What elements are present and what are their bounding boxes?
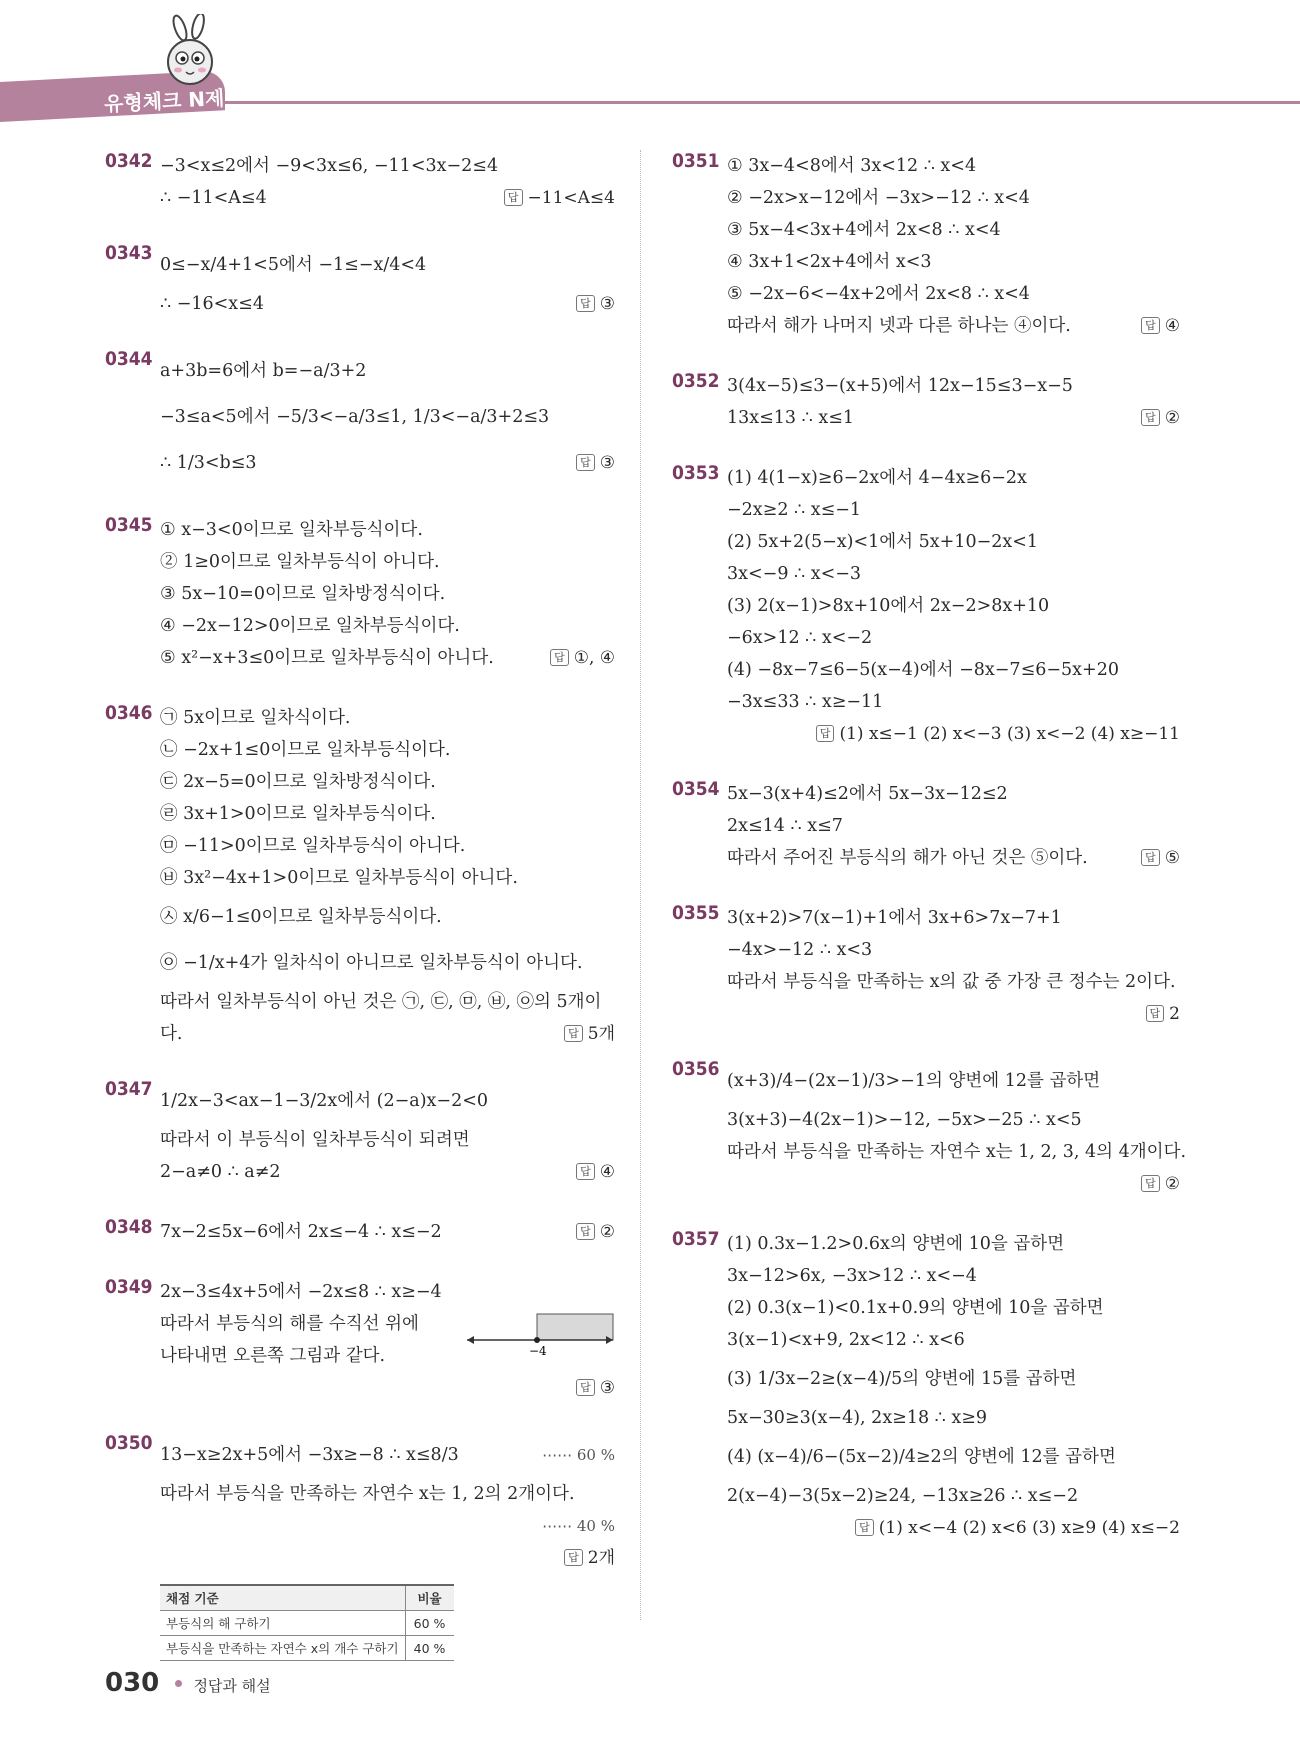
table-cell: 부등식을 만족하는 자연수 x의 개수 구하기: [160, 1636, 405, 1661]
solution-body: [160, 242, 615, 320]
problem-number: 0349: [105, 1276, 153, 1298]
solution-text: ④ 3x+1<2x+4에서 x<3: [727, 252, 932, 272]
solution-text: 나타내면 오른쪽 그림과 같다.: [160, 1346, 386, 1366]
solution-line: [727, 558, 1180, 590]
solution-text: 3x<−9 ∴ x<−3: [727, 564, 862, 584]
solution-line: [160, 734, 615, 766]
answer: [1141, 842, 1180, 874]
solution-line: [727, 590, 1180, 622]
solution-text: ① x−3<0이므로 일차부등식이다.: [160, 520, 423, 540]
table-header: 비율: [405, 1585, 454, 1611]
problem-0352: [672, 370, 1180, 434]
solution-line: [727, 902, 1180, 934]
answer: [855, 1512, 1180, 1544]
solution-line: [160, 1542, 615, 1574]
solution-text: ㉢ 2x−5=0이므로 일차방정식이다.: [160, 772, 436, 792]
answer-mark-icon: 답: [855, 1519, 874, 1536]
answer-mark-icon: 답: [576, 1163, 595, 1180]
solution-text: ③ 5x−4<3x+4에서 2x<8 ∴ x<4: [727, 220, 1001, 240]
solution-body: [160, 150, 615, 214]
answer-value: ②: [599, 1222, 615, 1242]
solution-line: [727, 1324, 1180, 1356]
problem-number: 0347: [105, 1078, 153, 1100]
problem-number: 0355: [672, 902, 720, 924]
solution-line: [160, 862, 615, 894]
problem-0345: [105, 514, 615, 674]
solution-text: ㉥ 3x²−4x+1>0이므로 일차부등식이 아니다.: [160, 868, 518, 888]
solution-body: [727, 1058, 1187, 1200]
problem-number: 0356: [672, 1058, 720, 1080]
solution-text: 0≤−x/4+1<5에서 −1≤−x/4<4: [160, 255, 427, 275]
answer-value: ③: [599, 453, 615, 473]
answer-mark-icon: 답: [1141, 409, 1160, 426]
solution-body: [727, 1228, 1180, 1544]
column-divider: [640, 150, 641, 1620]
answer: [1141, 310, 1180, 342]
solution-text: (4) (x−4)/6−(5x−2)/4≥2의 양변에 12를 곱하면: [727, 1447, 1116, 1467]
answer-value: (1) x<−4 (2) x<6 (3) x≥9 (4) x≤−2: [878, 1518, 1180, 1538]
answer-value: 2: [1169, 1004, 1180, 1024]
solution-text: (x+3)/4−(2x−1)/3>−1의 양변에 12를 곱하면: [727, 1071, 1101, 1091]
solution-line: [160, 440, 615, 486]
solution-line: [160, 578, 615, 610]
answer-value: 5개: [587, 1024, 615, 1044]
answer-value: ②: [1164, 1174, 1180, 1194]
header-rule: [150, 101, 1300, 104]
problem-number: 0348: [105, 1216, 153, 1238]
solution-text: 2x−3≤4x+5에서 −2x≤8 ∴ x≥−4: [160, 1282, 442, 1302]
solution-line: [727, 1292, 1180, 1324]
solution-line: [160, 242, 615, 288]
solution-text: −3x≤33 ∴ x≥−11: [727, 692, 884, 712]
answer-mark-icon: 답: [1141, 1175, 1160, 1192]
problem-0343: [105, 242, 615, 320]
solution-line: [727, 1168, 1180, 1200]
solution-text: ⑤ x²−x+3≤0이므로 일차부등식이 아니다.: [160, 648, 494, 668]
solution-line: [727, 966, 1180, 998]
solution-text: ∴ 1/3<b≤3: [160, 453, 257, 473]
answer-value: ②: [1164, 408, 1180, 428]
table-cell: 40 %: [405, 1636, 454, 1661]
solution-line: [727, 494, 1180, 526]
answer-value: ④: [1164, 316, 1180, 336]
solution-body: [727, 462, 1180, 750]
problem-number: 0352: [672, 370, 720, 392]
solution-text: 따라서 주어진 부등식의 해가 아닌 것은 ⑤이다.: [727, 848, 1088, 868]
solution-line: [160, 610, 615, 642]
solution-line: [160, 1510, 615, 1542]
solution-body: [160, 348, 615, 486]
solution-body: [160, 514, 615, 674]
answer: [576, 1156, 615, 1188]
solution-line: [727, 182, 1180, 214]
solution-text: (4) −8x−7≤6−5(x−4)에서 −8x−7≤6−5x+20: [727, 660, 1119, 680]
solution-text: ② 1≥0이므로 일차부등식이 아니다.: [160, 552, 440, 572]
answer: [1141, 1168, 1180, 1200]
solution-text: 5x−30≥3(x−4), 2x≥18 ∴ x≥9: [727, 1408, 988, 1428]
solution-line: [727, 1058, 1180, 1104]
solution-text: 다.: [160, 1024, 183, 1044]
table-row: [160, 1636, 454, 1661]
solution-line: [727, 1434, 1180, 1480]
solution-line: [160, 894, 615, 940]
problem-0347: [105, 1078, 615, 1188]
problem-number: 0343: [105, 242, 153, 264]
solution-text: 7x−2≤5x−6에서 2x≤−4 ∴ x≤−2: [160, 1222, 442, 1242]
problem-0346: [105, 702, 615, 1050]
answer-mark-icon: 답: [1141, 849, 1160, 866]
solution-text: ① 3x−4<8에서 3x<12 ∴ x<4: [727, 156, 977, 176]
solution-text: −4x>−12 ∴ x<3: [727, 940, 873, 960]
table-row: [160, 1611, 454, 1636]
solution-line: [160, 642, 615, 674]
solution-text: 따라서 부등식을 만족하는 자연수 x는 1, 2, 3, 4의 4개이다.: [727, 1142, 1187, 1162]
answer: [550, 642, 615, 674]
answer: [1141, 402, 1180, 434]
solution-line: [160, 546, 615, 578]
problem-0354: [672, 778, 1180, 874]
solution-line: [727, 526, 1180, 558]
solution-text: 5x−3(x+4)≤2에서 5x−3x−12≤2: [727, 784, 1008, 804]
number-line-figure: [465, 1310, 615, 1356]
solution-body: [727, 902, 1180, 1030]
answer: [564, 1018, 615, 1050]
solution-text: ㉤ −11>0이므로 일차부등식이 아니다.: [160, 836, 466, 856]
solution-text: 3(x−1)<x+9, 2x<12 ∴ x<6: [727, 1330, 965, 1350]
answer-value: −11<A≤4: [527, 188, 615, 208]
solution-line: [160, 1372, 615, 1404]
problem-0357: [672, 1228, 1180, 1544]
solution-text: (3) 2(x−1)>8x+10에서 2x−2>8x+10: [727, 596, 1050, 616]
solution-line: [160, 1478, 615, 1510]
solution-line: [727, 1480, 1180, 1512]
answer-value: (1) x≤−1 (2) x<−3 (3) x<−2 (4) x≥−11: [839, 724, 1180, 744]
solution-text: 따라서 이 부등식이 일차부등식이 되려면: [160, 1130, 470, 1150]
scoring-table: [160, 1584, 454, 1661]
solution-text: 2−a≠0 ∴ a≠2: [160, 1162, 281, 1182]
problem-0348: [105, 1216, 615, 1248]
solution-line: [727, 214, 1180, 246]
solution-text: ⑤ −2x−6<−4x+2에서 2x<8 ∴ x<4: [727, 284, 1030, 304]
answer: [576, 1216, 615, 1248]
solution-text: ㉡ −2x+1≤0이므로 일차부등식이다.: [160, 740, 451, 760]
footer-label: 정답과 해설: [193, 1677, 271, 1695]
solution-line: [160, 766, 615, 798]
solution-text: ㉣ 3x+1>0이므로 일차부등식이다.: [160, 804, 436, 824]
solution-text: ㉧ −1/x+4가 일차식이 아니므로 일차부등식이 아니다.: [160, 953, 583, 973]
solution-text: (1) 0.3x−1.2>0.6x의 양변에 10을 곱하면: [727, 1234, 1065, 1254]
answer-value: ⑤: [1164, 848, 1180, 868]
answer: [504, 182, 615, 214]
solution-line: [727, 810, 1180, 842]
problem-number: 0357: [672, 1228, 720, 1250]
answer: [576, 440, 615, 486]
solution-text: 따라서 일차부등식이 아닌 것은 ㉠, ㉢, ㉤, ㉥, ㉧의 5개이: [160, 992, 602, 1012]
solution-text: (3) 1/3x−2≥(x−4)/5의 양변에 15를 곱하면: [727, 1369, 1077, 1389]
answer-value: ③: [599, 294, 615, 314]
solution-text: 3(x+3)−4(2x−1)>−12, −5x>−25 ∴ x<5: [727, 1110, 1082, 1130]
solution-text: ④ −2x−12>0이므로 일차부등식이다.: [160, 616, 460, 636]
solution-line: [727, 150, 1180, 182]
answer-value: ③: [599, 1378, 615, 1398]
answer: [1146, 998, 1180, 1030]
solution-line: [160, 702, 615, 734]
solution-text: 따라서 부등식을 만족하는 x의 값 중 가장 큰 정수는 2이다.: [727, 972, 1176, 992]
left-arrow-icon: [467, 1336, 474, 1344]
problem-number: 0346: [105, 702, 153, 724]
solution-line: [727, 778, 1180, 810]
solution-text: ∴ −16<x≤4: [160, 294, 264, 314]
solution-text: (1) 4(1−x)≥6−2x에서 4−4x≥6−2x: [727, 468, 1027, 488]
problem-0342: [105, 150, 615, 214]
score-percent: ⋯⋯ 60 %: [542, 1446, 615, 1464]
answer: [576, 288, 615, 320]
solution-text: ③ 5x−10=0이므로 일차방정식이다.: [160, 584, 446, 604]
solution-text: 3(4x−5)≤3−(x+5)에서 12x−15≤3−x−5: [727, 376, 1073, 396]
problem-number: 0351: [672, 150, 720, 172]
answer-mark-icon: 답: [1141, 317, 1160, 334]
solution-body: [727, 370, 1180, 434]
solution-line: [727, 686, 1180, 718]
solution-body: [160, 1432, 615, 1574]
solution-line: [160, 182, 615, 214]
answer-mark-icon: 답: [816, 725, 835, 742]
solution-text: a+3b=6에서 b=−a/3+2: [160, 361, 367, 381]
solution-line: [727, 718, 1180, 750]
solution-line: [727, 1356, 1180, 1402]
solution-text: 2(x−4)−3(5x−2)≥24, −13x≥26 ∴ x≤−2: [727, 1486, 1079, 1506]
solution-line: [160, 798, 615, 830]
solution-line: [160, 1432, 615, 1478]
solution-line: [727, 402, 1180, 434]
solution-line: [727, 1402, 1180, 1434]
solution-line: [160, 348, 615, 394]
answer-mark-icon: 답: [576, 295, 595, 312]
numline-label: −4: [529, 1344, 547, 1356]
solution-body: [727, 150, 1180, 342]
score-percent: ⋯⋯ 40 %: [542, 1517, 615, 1535]
problem-0353: [672, 462, 1180, 750]
solution-body: [160, 702, 615, 1050]
solution-line: [160, 1078, 615, 1124]
answer-value: ①, ④: [573, 648, 615, 668]
solution-line: [160, 1276, 615, 1308]
problem-0350: [105, 1432, 615, 1574]
solution-text: ② −2x>x−12에서 −3x>−12 ∴ x<4: [727, 188, 1030, 208]
problem-number: 0350: [105, 1432, 153, 1454]
answer-mark-icon: 답: [576, 1379, 595, 1396]
solution-line: [727, 1136, 1187, 1168]
solution-line: [727, 1228, 1180, 1260]
page-number: 030: [105, 1668, 160, 1698]
table-cell: 부등식의 해 구하기: [160, 1611, 405, 1636]
problem-number: 0342: [105, 150, 153, 172]
solution-text: (2) 5x+2(5−x)<1에서 5x+10−2x<1: [727, 532, 1039, 552]
header-title: 유형체크 N제: [103, 85, 225, 117]
answer-mark-icon: 답: [564, 1549, 583, 1566]
solution-line: [727, 934, 1180, 966]
footer-bullet: [175, 1680, 182, 1687]
problem-number: 0345: [105, 514, 153, 536]
solution-line: [727, 278, 1180, 310]
answer: [816, 718, 1180, 750]
solution-line: [160, 288, 615, 320]
solution-text: 따라서 부등식을 만족하는 자연수 x는 1, 2의 2개이다.: [160, 1484, 575, 1504]
solution-line: [727, 246, 1180, 278]
solution-body: [727, 778, 1180, 874]
solution-line: [727, 1512, 1180, 1544]
solution-text: −6x>12 ∴ x<−2: [727, 628, 873, 648]
solution-text: 13x≤13 ∴ x≤1: [727, 408, 854, 428]
table-header: 채점 기준: [160, 1585, 405, 1611]
answer-value: 2개: [587, 1548, 615, 1568]
solution-text: 따라서 부등식의 해를 수직선 위에: [160, 1314, 419, 1334]
solution-region: [537, 1314, 613, 1340]
answer-mark-icon: 답: [1146, 1005, 1165, 1022]
solution-line: [727, 654, 1180, 686]
problem-0349: [105, 1276, 615, 1404]
solution-text: ∴ −11<A≤4: [160, 188, 267, 208]
solution-line: [160, 1018, 615, 1050]
answer: [564, 1542, 615, 1574]
solution-line: [160, 394, 615, 440]
solution-line: [160, 940, 615, 986]
table-cell: 60 %: [405, 1611, 454, 1636]
solution-line: [727, 998, 1180, 1030]
problem-number: 0354: [672, 778, 720, 800]
solution-text: −3≤a<5에서 −5/3<−a/3≤1, 1/3<−a/3+2≤3: [160, 407, 550, 427]
solution-line: [727, 370, 1180, 402]
page-footer: [105, 1668, 271, 1698]
problem-0344: [105, 348, 615, 486]
answer: [576, 1372, 615, 1404]
solution-line: [160, 1156, 615, 1188]
solution-text: ㉠ 5x이므로 일차식이다.: [160, 708, 351, 728]
solution-line: [160, 1124, 615, 1156]
solution-line: [727, 622, 1180, 654]
rabbit-mascot-icon: [150, 14, 230, 94]
solution-text: 13−x≥2x+5에서 −3x≥−8 ∴ x≤8/3: [160, 1445, 459, 1465]
answer-mark-icon: 답: [564, 1025, 583, 1042]
solution-body: [160, 1078, 615, 1188]
solution-line: [727, 462, 1180, 494]
solution-text: 2x≤14 ∴ x≤7: [727, 816, 843, 836]
solution-line: [160, 830, 615, 862]
solution-line: [160, 150, 615, 182]
problem-0351: [672, 150, 1180, 342]
problem-number: 0353: [672, 462, 720, 484]
solution-text: 3x−12>6x, −3x>12 ∴ x<−4: [727, 1266, 977, 1286]
solution-text: −3<x≤2에서 −9<3x≤6, −11<3x−2≤4: [160, 156, 499, 176]
solution-line: [160, 514, 615, 546]
solution-line: [727, 842, 1180, 874]
solution-body: [160, 1216, 615, 1248]
solution-text: 1/2x−3<ax−1−3/2x에서 (2−a)x−2<0: [160, 1091, 489, 1111]
solution-line: [727, 310, 1180, 342]
answer-value: ④: [599, 1162, 615, 1182]
solution-text: (2) 0.3(x−1)<0.1x+0.9의 양변에 10을 곱하면: [727, 1298, 1104, 1318]
solution-line: [160, 986, 615, 1018]
answer-mark-icon: 답: [576, 1223, 595, 1240]
answer-mark-icon: 답: [550, 649, 569, 666]
answer-mark-icon: 답: [576, 454, 595, 471]
problem-number: 0344: [105, 348, 153, 370]
problem-0356: [672, 1058, 1187, 1200]
header-banner: [0, 0, 1300, 130]
solution-text: ㉦ x/6−1≤0이므로 일차부등식이다.: [160, 907, 442, 927]
problem-0355: [672, 902, 1180, 1030]
solution-line: [727, 1260, 1180, 1292]
solution-line: [727, 1104, 1180, 1136]
solution-text: −2x≥2 ∴ x≤−1: [727, 500, 862, 520]
answer-mark-icon: 답: [504, 189, 523, 206]
solution-line: [160, 1216, 615, 1248]
solution-text: 따라서 해가 나머지 넷과 다른 하나는 ④이다.: [727, 316, 1071, 336]
solution-text: 3(x+2)>7(x−1)+1에서 3x+6>7x−7+1: [727, 908, 1062, 928]
boundary-point: [534, 1337, 540, 1343]
